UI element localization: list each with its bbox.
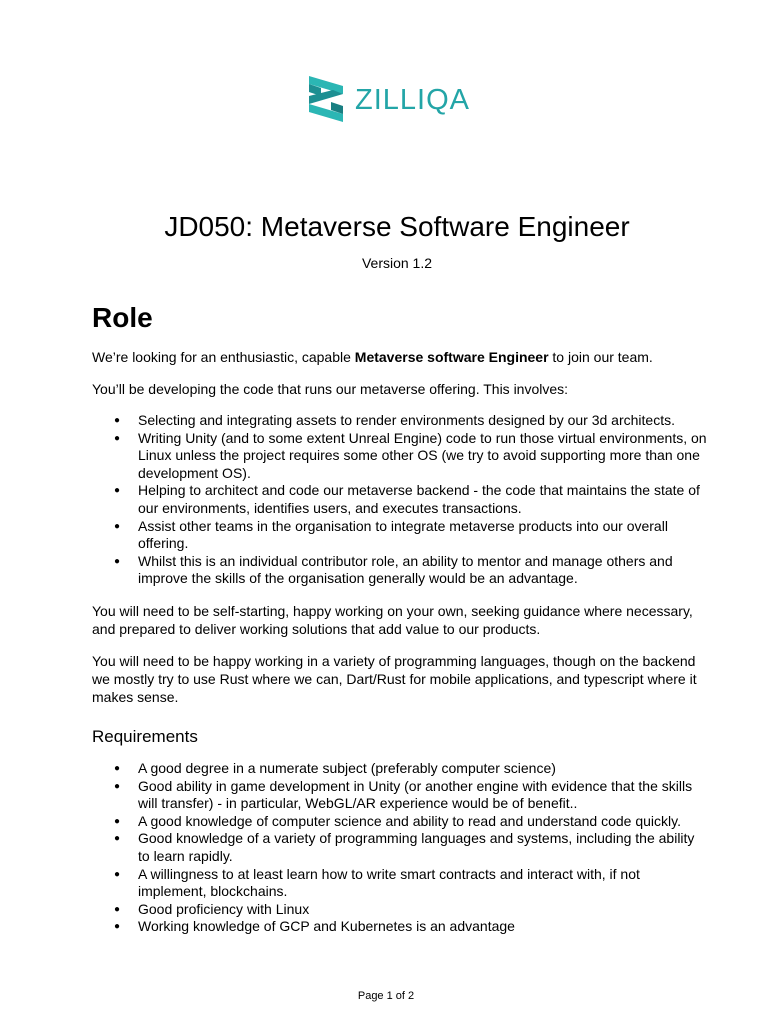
- list-item: ● Working knowledge of GCP and Kubernetes is an advantage: [92, 918, 707, 936]
- list-item: ● A willingness to at least learn how to write smart contracts and interact with, if not implement, blockchains.: [92, 866, 707, 901]
- zilliqa-logo-icon: [307, 76, 345, 124]
- list-item: ● Whilst this is an individual contributor role, an ability to mentor and manage others and improve the skills of the organisation generally would be an advantage.: [92, 553, 707, 588]
- role-intro-title: Metaverse software Engineer: [354, 349, 549, 365]
- list-item: ● Good knowledge of a variety of programming languages and systems, including the ability to learn rapidly.: [92, 830, 707, 865]
- list-item: ● Good ability in game development in Unity (or another engine with evidence that the skills will transfer) - in particular, WebGL/AR experience would be of benefit..: [92, 778, 707, 813]
- list-item: ● Assist other teams in the organisation to integrate metaverse products into our overall offering.: [92, 518, 707, 553]
- list-item: ● Selecting and integrating assets to render environments designed by our 3d architects.: [92, 412, 707, 430]
- list-item: ● Writing Unity (and to some extent Unreal Engine) code to run those virtual environments, on Linux unless the project requires some other OS (we try to avoid supporting more than one development OS).: [92, 430, 707, 483]
- para-self-starting: You will need to be self-starting, happy working on your own, seeking guidance where necessary, and prepared to deliver working solutions that add value to our products.: [92, 602, 693, 637]
- page-title: JD050: Metaverse Software Engineer: [164, 211, 630, 242]
- role-heading: Role: [92, 302, 153, 333]
- role-intro-before: We’re looking for an enthusiastic, capable: [92, 349, 355, 365]
- document-body: [92, 296, 707, 950]
- list-item: ● A good degree in a numerate subject (preferably computer science): [92, 760, 707, 778]
- role-intro: [92, 348, 707, 366]
- list-item: ● A good knowledge of computer science and ability to read and understand code quickly.: [92, 813, 707, 831]
- logo-wordmark: ZILLIQA: [355, 84, 470, 116]
- zilliqa-logo: [307, 76, 470, 124]
- role-intro-after: to join our team.: [548, 349, 653, 365]
- list-item: ● Good proficiency with Linux: [92, 901, 707, 919]
- list-item: ● Helping to architect and code our metaverse backend - the code that maintains the state of our environments, identifies users, and executes transactions.: [92, 482, 707, 517]
- para-languages: You will need to be happy working in a variety of programming languages, though on the backend we mostly try to use Rust where we can, Dart/Rust for mobile applications, and typescript where it makes sense.: [92, 652, 697, 705]
- page-number: Page 1 of 2: [357, 990, 415, 1002]
- version-label: Version 1.2: [361, 255, 433, 271]
- role-lead: You’ll be developing the code that runs our metaverse offering. This involves:: [92, 381, 569, 397]
- requirements-list: [92, 760, 707, 936]
- duties-list: [92, 412, 707, 588]
- requirements-heading: Requirements: [92, 726, 198, 746]
